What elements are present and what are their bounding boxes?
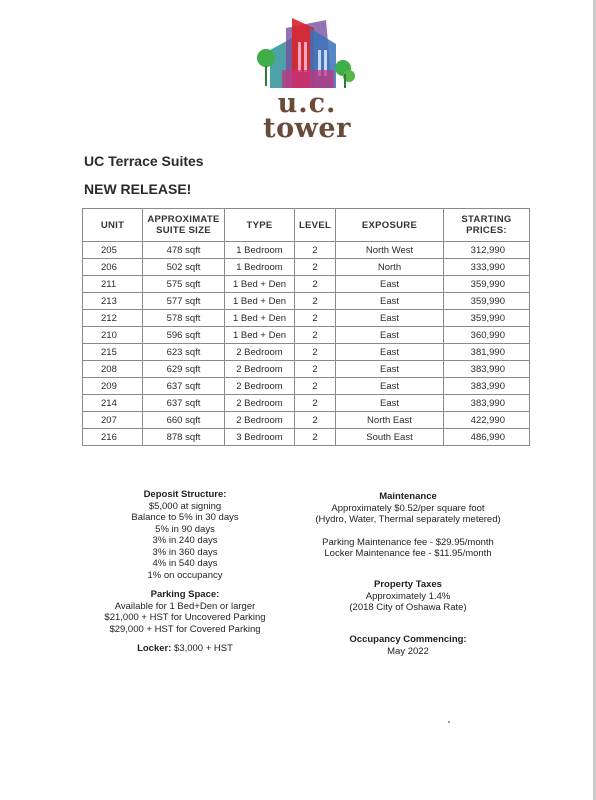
exposure-cell: East — [336, 327, 444, 344]
type-cell: 1 Bed + Den — [225, 327, 295, 344]
level-cell: 2 — [295, 395, 336, 412]
property-taxes-note: (2018 City of Oshawa Rate) — [349, 602, 467, 613]
table-row — [83, 429, 530, 446]
property-taxes-rate: Approximately 1.4% — [365, 590, 451, 602]
table-header-row — [83, 209, 530, 242]
level-cell: 2 — [295, 378, 336, 395]
table-row — [83, 344, 530, 361]
column-header-type: TYPE — [225, 209, 295, 242]
occupancy-heading: Occupancy Commencing: — [349, 634, 467, 645]
column-header-unit: UNIT — [83, 209, 143, 242]
deposit-line: 3% in 240 days — [152, 535, 218, 546]
price-cell: 383,990 — [444, 378, 530, 395]
unit-cell: 215 — [83, 344, 143, 361]
price-cell: 312,990 — [444, 242, 530, 259]
unit-cell: 214 — [83, 395, 143, 412]
deposit-line: $5,000 at signing — [148, 500, 222, 512]
suite-size-cell: 629 sqft — [143, 361, 225, 378]
deposit-line: Balance to 5% in 30 days — [131, 512, 239, 523]
exposure-cell: North East — [336, 412, 444, 429]
table-row — [83, 242, 530, 259]
type-cell: 1 Bedroom — [225, 242, 295, 259]
page-title: UC Terrace Suites — [84, 153, 204, 169]
unit-cell: 213 — [83, 293, 143, 310]
table-row — [83, 327, 530, 344]
locker-price: $3,000 + HST — [174, 643, 233, 654]
unit-cell: 208 — [83, 361, 143, 378]
parking-space-section — [92, 589, 278, 635]
maintenance-section — [305, 491, 511, 560]
type-cell: 2 Bedroom — [225, 378, 295, 395]
locker-maintenance-fee: Locker Maintenance fee - $11.95/month — [324, 548, 492, 559]
unit-cell: 212 — [83, 310, 143, 327]
suite-size-cell: 575 sqft — [143, 276, 225, 293]
price-cell: 383,990 — [444, 361, 530, 378]
table-row — [83, 378, 530, 395]
deposit-line: 5% in 90 days — [155, 523, 215, 535]
level-cell: 2 — [295, 276, 336, 293]
level-cell: 2 — [295, 429, 336, 446]
price-cell: 360,990 — [444, 327, 530, 344]
scan-speck — [448, 721, 450, 723]
column-header-suite-size: APPROXIMATE SUITE SIZE — [143, 209, 225, 242]
table-row — [83, 361, 530, 378]
deposit-structure-section — [92, 489, 278, 581]
maintenance-heading: Maintenance — [379, 491, 437, 502]
type-cell: 2 Bedroom — [225, 344, 295, 361]
table-row — [83, 412, 530, 429]
exposure-cell: North — [336, 259, 444, 276]
locker-section — [92, 643, 278, 655]
parking-maintenance-fee: Parking Maintenance fee - $29.95/month — [322, 536, 494, 548]
exposure-cell: East — [336, 344, 444, 361]
table-row — [83, 310, 530, 327]
property-taxes-section — [305, 579, 511, 614]
type-cell: 1 Bed + Den — [225, 293, 295, 310]
level-cell: 2 — [295, 412, 336, 429]
suite-size-cell: 478 sqft — [143, 242, 225, 259]
new-release-heading: NEW RELEASE! — [84, 181, 192, 197]
maintenance-rate: Approximately $0.52/per square foot — [331, 502, 485, 514]
suite-size-cell: 578 sqft — [143, 310, 225, 327]
parking-line: $21,000 + HST for Uncovered Parking — [104, 612, 266, 623]
building-logo-icon — [252, 14, 362, 94]
price-cell: 381,990 — [444, 344, 530, 361]
parking-heading: Parking Space: — [150, 589, 220, 600]
suite-size-cell: 577 sqft — [143, 293, 225, 310]
level-cell: 2 — [295, 344, 336, 361]
level-cell: 2 — [295, 242, 336, 259]
exposure-cell: East — [336, 361, 444, 378]
logo-text-uc: u.c. — [277, 88, 337, 119]
price-cell: 383,990 — [444, 395, 530, 412]
exposure-cell: East — [336, 395, 444, 412]
uc-tower-logo — [252, 14, 362, 144]
suite-size-cell: 596 sqft — [143, 327, 225, 344]
level-cell: 2 — [295, 361, 336, 378]
logo-text-tower: tower — [263, 113, 351, 144]
price-cell: 486,990 — [444, 429, 530, 446]
type-cell: 1 Bed + Den — [225, 276, 295, 293]
maintenance-note: (Hydro, Water, Thermal separately metered) — [315, 514, 501, 525]
column-header-level: LEVEL — [295, 209, 336, 242]
type-cell: 2 Bedroom — [225, 361, 295, 378]
table-row — [83, 276, 530, 293]
type-cell: 1 Bed + Den — [225, 310, 295, 327]
unit-cell: 210 — [83, 327, 143, 344]
suites-table — [82, 208, 530, 446]
table-row — [83, 395, 530, 412]
unit-cell: 207 — [83, 412, 143, 429]
suite-size-cell: 502 sqft — [143, 259, 225, 276]
table-row — [83, 293, 530, 310]
level-cell: 2 — [295, 310, 336, 327]
exposure-cell: East — [336, 293, 444, 310]
deposit-line: 3% in 360 days — [152, 546, 218, 558]
type-cell: 3 Bedroom — [225, 429, 295, 446]
suite-size-cell: 660 sqft — [143, 412, 225, 429]
occupancy-section — [305, 634, 511, 657]
price-cell: 359,990 — [444, 293, 530, 310]
unit-cell: 205 — [83, 242, 143, 259]
unit-cell: 206 — [83, 259, 143, 276]
exposure-cell: East — [336, 276, 444, 293]
suite-size-cell: 623 sqft — [143, 344, 225, 361]
type-cell: 2 Bedroom — [225, 395, 295, 412]
parking-line: $29,000 + HST for Covered Parking — [109, 623, 261, 635]
price-cell: 422,990 — [444, 412, 530, 429]
deposit-line: 4% in 540 days — [152, 558, 218, 569]
type-cell: 2 Bedroom — [225, 412, 295, 429]
exposure-cell: North West — [336, 242, 444, 259]
unit-cell: 211 — [83, 276, 143, 293]
column-header-exposure: EXPOSURE — [336, 209, 444, 242]
suite-size-cell: 637 sqft — [143, 395, 225, 412]
level-cell: 2 — [295, 259, 336, 276]
exposure-cell: South East — [336, 429, 444, 446]
level-cell: 2 — [295, 293, 336, 310]
table-row — [83, 259, 530, 276]
locker-label: Locker: — [137, 643, 172, 654]
occupancy-date: May 2022 — [387, 645, 429, 657]
price-cell: 359,990 — [444, 310, 530, 327]
price-cell: 333,990 — [444, 259, 530, 276]
suite-size-cell: 637 sqft — [143, 378, 225, 395]
property-taxes-heading: Property Taxes — [374, 579, 442, 590]
price-cell: 359,990 — [444, 276, 530, 293]
exposure-cell: East — [336, 310, 444, 327]
deposit-heading: Deposit Structure: — [143, 489, 227, 500]
exposure-cell: East — [336, 378, 444, 395]
unit-cell: 216 — [83, 429, 143, 446]
parking-line: Available for 1 Bed+Den or larger — [114, 600, 256, 612]
column-header-price: STARTING PRICES: — [444, 209, 530, 242]
type-cell: 1 Bedroom — [225, 259, 295, 276]
level-cell: 2 — [295, 327, 336, 344]
suite-size-cell: 878 sqft — [143, 429, 225, 446]
deposit-line: 1% on occupancy — [147, 569, 223, 581]
unit-cell: 209 — [83, 378, 143, 395]
